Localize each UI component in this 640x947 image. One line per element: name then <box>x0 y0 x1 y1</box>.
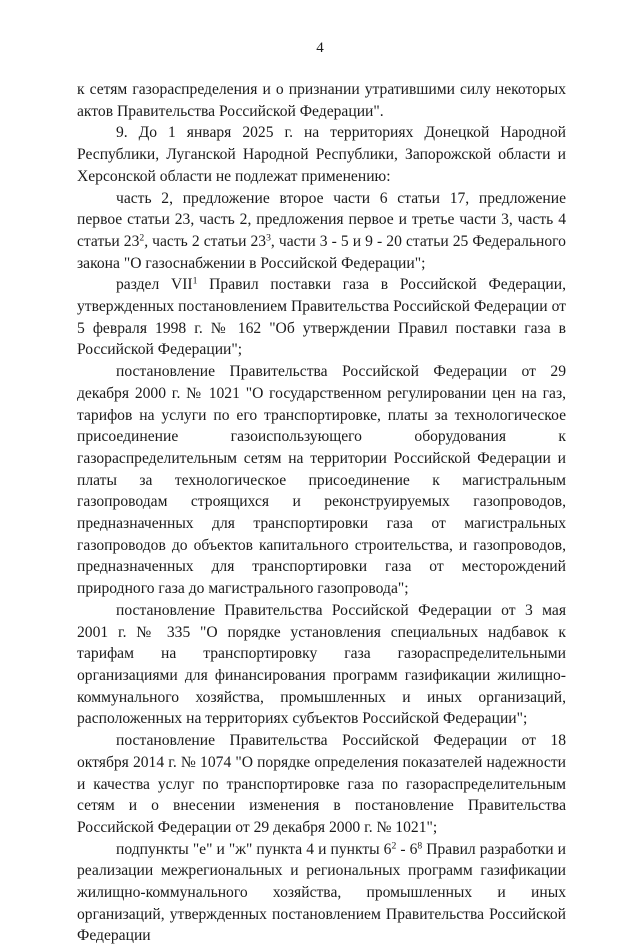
paragraph <box>77 600 566 730</box>
text-run: постановление Правительства Российской Федерации от 29 декабря 2000 г. № 1021 "О государственном регулировании цен на газ, тарифов на услуги по его транспортировке, платы за технологическое присоединение газоиспользующего оборудования к газораспределительным сетям на территории Российской Федерации и платы за технологическое присоединение к магистральным газопроводам строящихся и реконструируемых газопроводов, предназначенных для транспортировки газа от магистральных газопроводов до объектов капитального строительства, и газопроводов, предназначенных для транспортировки газа от месторождений природного газа до магистрального газопровода"; <box>77 363 566 598</box>
text-run: - 6 <box>396 840 418 858</box>
text-run: постановление Правительства Российской Федерации от 3 мая 2001 г. № 335 "О порядке установления специальных надбавок к тарифам на транспортировку газа газораспределительными организациями для финансирования программ газификации жилищно-коммунального хозяйства, промышленных и иных организаций, расположенных на территориях субъектов Российской Федерации"; <box>77 601 566 728</box>
text-run: к сетям газораспределения и о признании утратившими силу некоторых актов Правительства Российской Федерации". <box>77 81 566 120</box>
document-body <box>77 79 566 947</box>
paragraph <box>77 274 566 361</box>
text-run: раздел VII <box>116 276 193 294</box>
text-run: , часть 2 статьи 23 <box>144 232 267 250</box>
paragraph <box>77 188 566 275</box>
text-run: , части 3 - 5 и 9 - 20 статьи 25 Федерального закона "О газоснабжении в Российской Федерации"; <box>77 232 566 272</box>
text-run: часть 2, предложение второе части 6 статьи 17, предложение первое статьи 23, часть 2, предложения первое и третье части 3, часть 4 статьи 23 <box>77 189 566 250</box>
text-run: подпункты "е" и "ж" пункта 4 и пункты 6 <box>116 840 392 858</box>
superscript: 8 <box>417 840 423 852</box>
text-run: 9. До 1 января 2025 г. на территориях Донецкой Народной Республики, Луганской Народной Республики, Запорожской области и Херсонской области не подлежат применению: <box>77 124 566 185</box>
paragraph <box>77 122 566 187</box>
text-run: Правил поставки газа в Российской Федерации, утвержденных постановлением Правительства Российской Федерации от 5 февраля 1998 г. № 162 "Об утверждении Правил поставки газа в Российской Федерации"; <box>77 276 566 359</box>
page-number: 4 <box>316 40 324 56</box>
superscript: 3 <box>266 232 271 244</box>
paragraph <box>77 839 566 947</box>
superscript: 1 <box>192 276 198 288</box>
superscript: 2 <box>391 840 397 852</box>
paragraph <box>77 79 566 122</box>
text-run: постановление Правительства Российской Федерации от 18 октября 2014 г. № 1074 "О порядке определения показателей надежности и качества услуг по транспортировке газа по газораспределительным сетям и о внесении изменения в постановление Правительства Российской Федерации от 29 декабря 2000 г. № 1021"; <box>77 732 566 836</box>
paragraph <box>77 361 566 600</box>
superscript: 2 <box>139 232 145 244</box>
text-run: Правил разработки и реализации межрегиональных и региональных программ газификации жилищно-коммунального хозяйства, промышленных и иных организаций, утвержденных постановлением Правительства Российской Федерации <box>77 840 566 945</box>
paragraph <box>77 730 566 839</box>
